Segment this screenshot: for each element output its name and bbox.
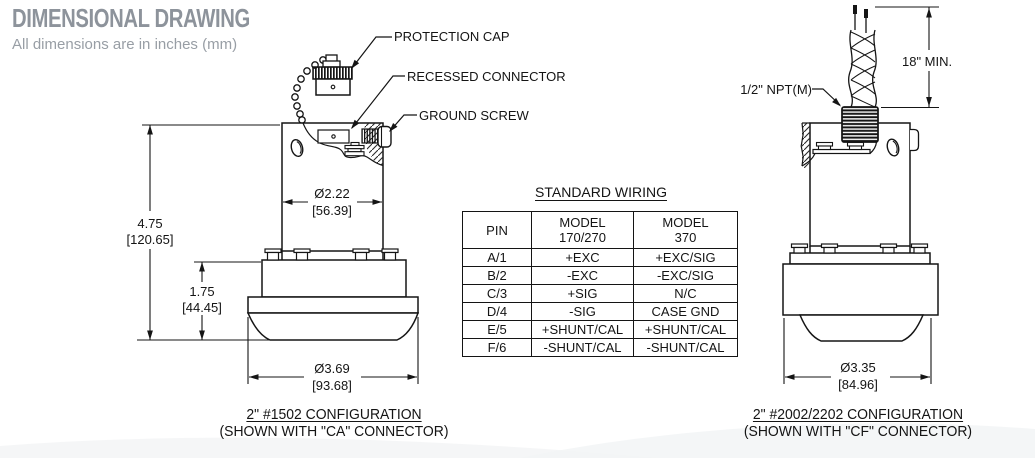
cell-pin: D/4 xyxy=(463,303,532,321)
cable-min-label: 18" MIN. xyxy=(902,54,953,69)
dim-neck-mm: [44.45] xyxy=(182,300,222,315)
cell-m370: -SHUNT/CAL xyxy=(634,339,738,357)
dim-height-in: 4.75 xyxy=(137,216,163,231)
header-model-370 xyxy=(634,212,738,249)
header-model-170-270-line1: MODEL xyxy=(559,215,606,230)
table-row xyxy=(463,321,738,339)
header-model-370-line1: MODEL xyxy=(662,215,709,230)
cell-m370: CASE GND xyxy=(634,303,738,321)
cell-m170: +SIG xyxy=(532,285,634,303)
npt-fitting xyxy=(842,107,878,142)
cell-m370: N/C xyxy=(634,285,738,303)
cell-m170: +SHUNT/CAL xyxy=(532,321,634,339)
side-tab xyxy=(910,130,919,151)
header-model-170-270-line2: 170/270 xyxy=(559,230,606,245)
wiring-table xyxy=(462,211,738,357)
dim-top-dia-mm: [56.39] xyxy=(312,203,352,218)
cell-pin: C/3 xyxy=(463,285,532,303)
page-title: DIMENSIONAL DRAWING xyxy=(12,3,250,33)
table-row xyxy=(463,285,738,303)
cable xyxy=(849,5,877,107)
right-caption-line2: (SHOWN WITH "CF" CONNECTOR) xyxy=(743,423,973,440)
cell-pin: F/6 xyxy=(463,339,532,357)
table-row xyxy=(463,339,738,357)
cell-m170: -EXC xyxy=(532,267,634,285)
dim-base-dia-in: Ø3.69 xyxy=(314,361,350,376)
cell-m170: -SIG xyxy=(532,303,634,321)
cell-pin: A/1 xyxy=(463,249,532,267)
left-caption-line1: 2" #1502 CONFIGURATION xyxy=(246,406,422,423)
page-subtitle: All dimensions are in inches (mm) xyxy=(12,36,238,53)
cell-m370: +SHUNT/CAL xyxy=(634,321,738,339)
npt-label: 1/2" NPT(M) xyxy=(740,82,812,97)
dim-neck-in: 1.75 xyxy=(189,284,215,299)
ground-screw-label: GROUND SCREW xyxy=(419,108,529,123)
cell-m370: +EXC/SIG xyxy=(634,249,738,267)
cell-m170: -SHUNT/CAL xyxy=(532,339,634,357)
dim-base-dia-mm: [93.68] xyxy=(312,378,352,393)
protection-cap-label: PROTECTION CAP xyxy=(394,29,510,44)
header-pin: PIN xyxy=(463,212,532,249)
cell-m170: +EXC xyxy=(532,249,634,267)
cell-pin: B/2 xyxy=(463,267,532,285)
dim-base-dia-in: Ø3.35 xyxy=(840,360,876,375)
wiring-table-title: STANDARD WIRING xyxy=(535,184,667,200)
header-model-370-line2: 370 xyxy=(674,230,697,245)
cell-m370: -EXC/SIG xyxy=(634,267,738,285)
recessed-connector-detail xyxy=(318,130,349,143)
cell-pin: E/5 xyxy=(463,321,532,339)
dim-top-dia-in: Ø2.22 xyxy=(314,186,350,201)
recessed-connector-label: RECESSED CONNECTOR xyxy=(407,69,566,84)
dim-height-mm: [120.65] xyxy=(126,232,174,247)
left-caption-line2: (SHOWN WITH "CA" CONNECTOR) xyxy=(219,423,449,440)
protection-cap xyxy=(313,55,352,95)
table-row xyxy=(463,249,738,267)
header-model-170-270 xyxy=(532,212,634,249)
wiring-header-row xyxy=(463,212,738,249)
right-caption-line1: 2" #2002/2202 CONFIGURATION xyxy=(752,406,964,423)
table-row xyxy=(463,267,738,285)
table-row xyxy=(463,303,738,321)
dim-base-dia-mm: [84.96] xyxy=(838,377,878,392)
